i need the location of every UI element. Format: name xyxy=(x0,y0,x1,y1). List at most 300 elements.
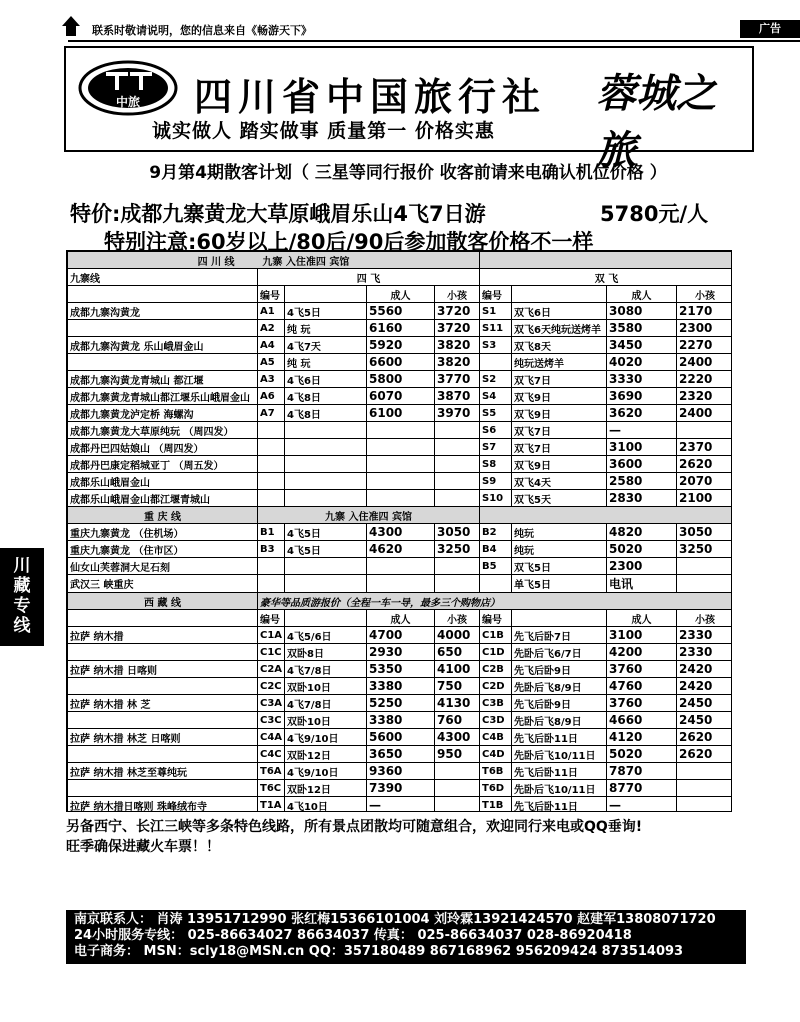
cell: 5600 xyxy=(367,729,435,746)
cell xyxy=(68,712,258,729)
cell: 先卧后飞10/11日 xyxy=(512,780,607,797)
cell: 先飞后卧11日 xyxy=(512,763,607,780)
cell xyxy=(285,456,367,473)
cell: 3720 xyxy=(435,303,480,320)
cell: C1D xyxy=(480,644,512,661)
cell xyxy=(258,422,285,439)
cell: 拉萨 纳木措 林芝至尊纯玩 xyxy=(68,763,258,780)
table-row xyxy=(68,456,733,473)
cell: 2450 xyxy=(677,695,733,712)
section-header-xizang xyxy=(68,593,733,610)
cell: 5250 xyxy=(367,695,435,712)
cell: 成都丹巴康定稻城亚丁 （周五发） xyxy=(68,456,258,473)
cell: 3050 xyxy=(677,524,733,541)
cell: 2300 xyxy=(607,558,677,575)
cell: 4飞8日 xyxy=(285,388,367,405)
cell xyxy=(68,678,258,695)
cell xyxy=(435,763,480,780)
cell xyxy=(435,473,480,490)
cell: 拉萨 纳木措 日喀则 xyxy=(68,661,258,678)
cell: 3450 xyxy=(607,337,677,354)
cell: 3330 xyxy=(607,371,677,388)
cell: C4B xyxy=(480,729,512,746)
cell: 3720 xyxy=(435,320,480,337)
contact-line: 南京联系人： 肖涛 13951712990 张红梅15366101004 刘玲霖13921424570 赵建军13808071720 xyxy=(74,912,716,927)
contact-line: 24小时服务专线： 025-86634027 86634037 传真： 025-86634037 028-86920418 xyxy=(74,928,632,943)
section-header-sichuan xyxy=(68,252,733,269)
section-header-chongqing xyxy=(68,507,733,524)
cell: 拉萨 纳木措 林 芝 xyxy=(68,695,258,712)
cell: A2 xyxy=(258,320,285,337)
cell: 成都九寨沟黄龙 乐山峨眉金山 xyxy=(68,337,258,354)
column-group-header xyxy=(68,269,733,286)
cell: 双卧8日 xyxy=(285,644,367,661)
cell: 成人 xyxy=(607,610,677,627)
table-row xyxy=(68,337,733,354)
brand-title: 蓉城之旅 xyxy=(596,70,716,174)
cell: 成都九寨黄龙青城山都江堰乐山峨眉金山 xyxy=(68,388,258,405)
cell: 成都乐山峨眉金山 xyxy=(68,473,258,490)
cell: C4A xyxy=(258,729,285,746)
cell: 2420 xyxy=(677,678,733,695)
cell: 9360 xyxy=(367,763,435,780)
cell xyxy=(677,422,733,439)
cell: 双飞9日 xyxy=(512,456,607,473)
cell: S7 xyxy=(480,439,512,456)
cell: 2330 xyxy=(677,644,733,661)
cell: 4飞10日 xyxy=(285,797,367,813)
table-row xyxy=(68,695,733,712)
cell: 3080 xyxy=(607,303,677,320)
cell: 2580 xyxy=(607,473,677,490)
cell: 4飞5日 xyxy=(285,524,367,541)
cell: 4300 xyxy=(367,524,435,541)
cell: 4飞7天 xyxy=(285,337,367,354)
cell xyxy=(258,473,285,490)
cell: 双飞6天纯玩送烤羊 xyxy=(512,320,607,337)
cell: 成都九寨沟黄龙青城山 都江堰 xyxy=(68,371,258,388)
table-row xyxy=(68,575,733,593)
cell xyxy=(68,780,258,797)
cell: S10 xyxy=(480,490,512,507)
cell: 先卧后飞8/9日 xyxy=(512,678,607,695)
ad-tag: 广告 xyxy=(740,20,800,38)
column-header xyxy=(68,610,733,627)
special-offer: 特价:成都九寨黄龙大草原峨眉乐山4飞7日游 xyxy=(70,202,486,226)
table-row xyxy=(68,524,733,541)
cell: A1 xyxy=(258,303,285,320)
cell: 豪华等品质游报价（全程一车一导，最多三个购物店） xyxy=(258,593,733,610)
table-row xyxy=(68,729,733,746)
cell: 3250 xyxy=(677,541,733,558)
cell: 4飞7/8日 xyxy=(285,695,367,712)
cell: B2 xyxy=(480,524,512,541)
cell: 3690 xyxy=(607,388,677,405)
price-table-grid xyxy=(67,251,732,812)
table-row xyxy=(68,558,733,575)
cell: 3870 xyxy=(435,388,480,405)
cell: 4020 xyxy=(607,354,677,371)
table-row xyxy=(68,371,733,388)
cell: 单飞5日 xyxy=(512,575,607,593)
cell: 双卧12日 xyxy=(285,746,367,763)
table-row xyxy=(68,320,733,337)
cell xyxy=(435,558,480,575)
side-tab-char: 线 xyxy=(13,616,31,636)
agency-logo-icon xyxy=(78,60,178,116)
cell: 3760 xyxy=(607,695,677,712)
cell: S1 xyxy=(480,303,512,320)
cell: 2620 xyxy=(677,456,733,473)
cell: A5 xyxy=(258,354,285,371)
cell: 编号 xyxy=(258,286,285,303)
table-row xyxy=(68,678,733,695)
cell: 成都九寨黄龙泸定桥 海螺沟 xyxy=(68,405,258,422)
cell: 4200 xyxy=(607,644,677,661)
table-row xyxy=(68,354,733,371)
cell: 先飞后卧11日 xyxy=(512,797,607,813)
section-title xyxy=(68,252,480,269)
cell: — xyxy=(367,797,435,813)
cell: 重庆九寨黄龙 （住机场） xyxy=(68,524,258,541)
slogan: 诚实做人 踏实做事 质量第一 价格实惠 xyxy=(152,120,495,142)
cell: C1C xyxy=(258,644,285,661)
cell: C4D xyxy=(480,746,512,763)
cell: S4 xyxy=(480,388,512,405)
cell: 九寨 入住准四 宾馆 xyxy=(258,507,480,524)
cell: 3380 xyxy=(367,712,435,729)
cell: 2330 xyxy=(677,627,733,644)
cell: 2100 xyxy=(677,490,733,507)
cell: 先飞后卧9日 xyxy=(512,695,607,712)
cell: C3A xyxy=(258,695,285,712)
cell: 小孩 xyxy=(435,286,480,303)
table-row xyxy=(68,644,733,661)
cell: 2400 xyxy=(677,354,733,371)
cell: 先飞后卧9日 xyxy=(512,661,607,678)
cell: — xyxy=(607,797,677,813)
cell xyxy=(435,575,480,593)
cell: 7870 xyxy=(607,763,677,780)
cell xyxy=(367,422,435,439)
cell: 小孩 xyxy=(677,286,733,303)
cell: 先卧后飞10/11日 xyxy=(512,746,607,763)
cell xyxy=(677,575,733,593)
cell: 750 xyxy=(435,678,480,695)
cell: 2070 xyxy=(677,473,733,490)
cell: C2B xyxy=(480,661,512,678)
cell xyxy=(480,575,512,593)
cell: 4700 xyxy=(367,627,435,644)
table-row xyxy=(68,473,733,490)
cell: 3050 xyxy=(435,524,480,541)
cell: 5800 xyxy=(367,371,435,388)
table-row xyxy=(68,439,733,456)
cell: T1A xyxy=(258,797,285,813)
cell: 4飞9/10日 xyxy=(285,729,367,746)
cell: 4300 xyxy=(435,729,480,746)
cell: 4飞8日 xyxy=(285,405,367,422)
cell xyxy=(285,286,367,303)
cell: 纯玩 xyxy=(512,541,607,558)
cell: 5350 xyxy=(367,661,435,678)
cell: 4760 xyxy=(607,678,677,695)
cell: 双飞7日 xyxy=(512,422,607,439)
cell: 2400 xyxy=(677,405,733,422)
cell xyxy=(435,439,480,456)
cell: 4飞6日 xyxy=(285,371,367,388)
cell: S2 xyxy=(480,371,512,388)
cell: 纯玩 xyxy=(512,524,607,541)
cell: A6 xyxy=(258,388,285,405)
cell: 小孩 xyxy=(435,610,480,627)
cell: — xyxy=(607,422,677,439)
label: 四 川 线 xyxy=(197,256,235,268)
cell: 纯玩送烤羊 xyxy=(512,354,607,371)
cell xyxy=(480,507,733,524)
cell xyxy=(677,763,733,780)
cell: 4820 xyxy=(607,524,677,541)
cell: 4飞5日 xyxy=(285,303,367,320)
cell: T6A xyxy=(258,763,285,780)
cell: 2830 xyxy=(607,490,677,507)
cell xyxy=(258,456,285,473)
cell: 成人 xyxy=(367,286,435,303)
special-price: 5780元/人 xyxy=(600,202,709,226)
cell: 成都九寨沟黄龙 xyxy=(68,303,258,320)
cell: C1B xyxy=(480,627,512,644)
divider xyxy=(68,40,800,42)
cell xyxy=(68,610,258,627)
cell: 双飞5日 xyxy=(512,558,607,575)
cell: C4C xyxy=(258,746,285,763)
cell: 5560 xyxy=(367,303,435,320)
cell: 拉萨 纳木措日喀则 珠峰绒布寺 xyxy=(68,797,258,813)
cell xyxy=(68,320,258,337)
cell xyxy=(512,610,607,627)
cell: 3380 xyxy=(367,678,435,695)
logo-text: 中旅 xyxy=(115,95,141,109)
cell: 8770 xyxy=(607,780,677,797)
cell: 2370 xyxy=(677,439,733,456)
cell: 重 庆 线 xyxy=(68,507,258,524)
cell: 6160 xyxy=(367,320,435,337)
table-row xyxy=(68,797,733,813)
cell: 4000 xyxy=(435,627,480,644)
cell: C3C xyxy=(258,712,285,729)
cell: 2300 xyxy=(677,320,733,337)
cell xyxy=(435,490,480,507)
cell: 双飞4天 xyxy=(512,473,607,490)
cell xyxy=(68,354,258,371)
cell: 成人 xyxy=(607,286,677,303)
cell xyxy=(285,473,367,490)
cell: T6D xyxy=(480,780,512,797)
cell: 4120 xyxy=(607,729,677,746)
cell: 6100 xyxy=(367,405,435,422)
cell xyxy=(258,558,285,575)
cell: 3770 xyxy=(435,371,480,388)
cell: 2170 xyxy=(677,303,733,320)
cell: 4飞9/10日 xyxy=(285,763,367,780)
cell: A7 xyxy=(258,405,285,422)
cell xyxy=(285,610,367,627)
cell: B4 xyxy=(480,541,512,558)
cell xyxy=(285,422,367,439)
table-row xyxy=(68,388,733,405)
cell xyxy=(367,456,435,473)
cell: S8 xyxy=(480,456,512,473)
cell xyxy=(285,490,367,507)
cell: 2620 xyxy=(677,746,733,763)
side-tab xyxy=(0,548,44,646)
cell: 6600 xyxy=(367,354,435,371)
cell: 7390 xyxy=(367,780,435,797)
contact-box xyxy=(66,910,746,964)
cell xyxy=(367,558,435,575)
table-row xyxy=(68,405,733,422)
cell: 四 飞 xyxy=(258,269,480,286)
cell: 九寨线 xyxy=(68,269,258,286)
agency-name: 四川省中国旅行社 xyxy=(194,75,547,119)
table-row xyxy=(68,541,733,558)
cell: 先飞后卧11日 xyxy=(512,729,607,746)
cell: 2220 xyxy=(677,371,733,388)
cell: 拉萨 纳木措 xyxy=(68,627,258,644)
cell: 3600 xyxy=(607,456,677,473)
cell: 6070 xyxy=(367,388,435,405)
cell: 编号 xyxy=(480,286,512,303)
cell: 双卧10日 xyxy=(285,712,367,729)
bottom-bar xyxy=(0,972,800,996)
cell: 3620 xyxy=(607,405,677,422)
source-note: 联系时敬请说明，您的信息来自《畅游天下》 xyxy=(92,24,312,37)
side-tab-char: 川 xyxy=(13,556,31,576)
cell: 双飞6日 xyxy=(512,303,607,320)
cell: 3760 xyxy=(607,661,677,678)
cell xyxy=(677,558,733,575)
cell: C1A xyxy=(258,627,285,644)
cell: 650 xyxy=(435,644,480,661)
cell: 双飞7日 xyxy=(512,371,607,388)
cell xyxy=(367,490,435,507)
cell: 成人 xyxy=(367,610,435,627)
cell: A4 xyxy=(258,337,285,354)
cell: 760 xyxy=(435,712,480,729)
cell: C2C xyxy=(258,678,285,695)
cell: 4130 xyxy=(435,695,480,712)
cell: B1 xyxy=(258,524,285,541)
cell: C2A xyxy=(258,661,285,678)
cell: 2420 xyxy=(677,661,733,678)
cell: C3B xyxy=(480,695,512,712)
table-row xyxy=(68,746,733,763)
cell: 3820 xyxy=(435,337,480,354)
cell xyxy=(285,575,367,593)
cell: 3250 xyxy=(435,541,480,558)
table-row xyxy=(68,763,733,780)
cell: 双飞8天 xyxy=(512,337,607,354)
cell: 3580 xyxy=(607,320,677,337)
cell: 4飞5日 xyxy=(285,541,367,558)
cell: C2D xyxy=(480,678,512,695)
cell xyxy=(68,746,258,763)
cell: 先飞后卧7日 xyxy=(512,627,607,644)
cell xyxy=(258,439,285,456)
travel-logo-icon xyxy=(60,14,82,38)
cell: 先卧后飞6/7日 xyxy=(512,644,607,661)
cell: 武汉三 峡重庆 xyxy=(68,575,258,593)
cell: 3820 xyxy=(435,354,480,371)
cell: 3650 xyxy=(367,746,435,763)
footer-note-line2: 旺季确保进藏火车票！！ xyxy=(66,839,220,855)
cell: 电讯 xyxy=(607,575,677,593)
cell xyxy=(435,780,480,797)
cell: S5 xyxy=(480,405,512,422)
cell: 拉萨 纳木措 林芝 日喀则 xyxy=(68,729,258,746)
cell: 950 xyxy=(435,746,480,763)
cell: 双飞7日 xyxy=(512,439,607,456)
cell: 5020 xyxy=(607,746,677,763)
cell: S9 xyxy=(480,473,512,490)
cell: 3100 xyxy=(607,439,677,456)
cell: 双卧10日 xyxy=(285,678,367,695)
table-row xyxy=(68,661,733,678)
footer-note-line1: 另备西宁、长江三峡等多条特色线路，所有景点团散均可随意组合，欢迎同行来电或QQ垂询! xyxy=(66,819,643,835)
cell: 2450 xyxy=(677,712,733,729)
cell: 3970 xyxy=(435,405,480,422)
table-row xyxy=(68,490,733,507)
cell: 仙女山芙蓉洞大足石刻 xyxy=(68,558,258,575)
table-row xyxy=(68,303,733,320)
cell: 编号 xyxy=(258,610,285,627)
cell: 双飞9日 xyxy=(512,405,607,422)
cell xyxy=(677,797,733,813)
cell xyxy=(367,473,435,490)
cell: 小孩 xyxy=(677,610,733,627)
cell: 西 藏 线 xyxy=(68,593,258,610)
cell: 2620 xyxy=(677,729,733,746)
side-tab-char: 专 xyxy=(13,596,31,616)
cell xyxy=(480,354,512,371)
cell xyxy=(435,797,480,813)
cell: C3D xyxy=(480,712,512,729)
column-header xyxy=(68,286,733,303)
cell xyxy=(258,575,285,593)
cell: 3100 xyxy=(607,627,677,644)
cell xyxy=(285,439,367,456)
table-row xyxy=(68,422,733,439)
cell: B3 xyxy=(258,541,285,558)
cell: S3 xyxy=(480,337,512,354)
cell: A3 xyxy=(258,371,285,388)
cell: T6C xyxy=(258,780,285,797)
table-row xyxy=(68,627,733,644)
cell: 2270 xyxy=(677,337,733,354)
cell: 4飞5/6日 xyxy=(285,627,367,644)
cell: 纯 玩 xyxy=(285,320,367,337)
cell: 5920 xyxy=(367,337,435,354)
cell: 4飞7/8日 xyxy=(285,661,367,678)
cell: 4100 xyxy=(435,661,480,678)
cell: 成都乐山峨眉金山都江堰青城山 xyxy=(68,490,258,507)
cell: B5 xyxy=(480,558,512,575)
side-tab-char: 藏 xyxy=(13,576,31,596)
cell: 双飞5天 xyxy=(512,490,607,507)
cell xyxy=(480,252,733,269)
cell: 成都丹巴四姑娘山 （周四发） xyxy=(68,439,258,456)
cell: T1B xyxy=(480,797,512,813)
